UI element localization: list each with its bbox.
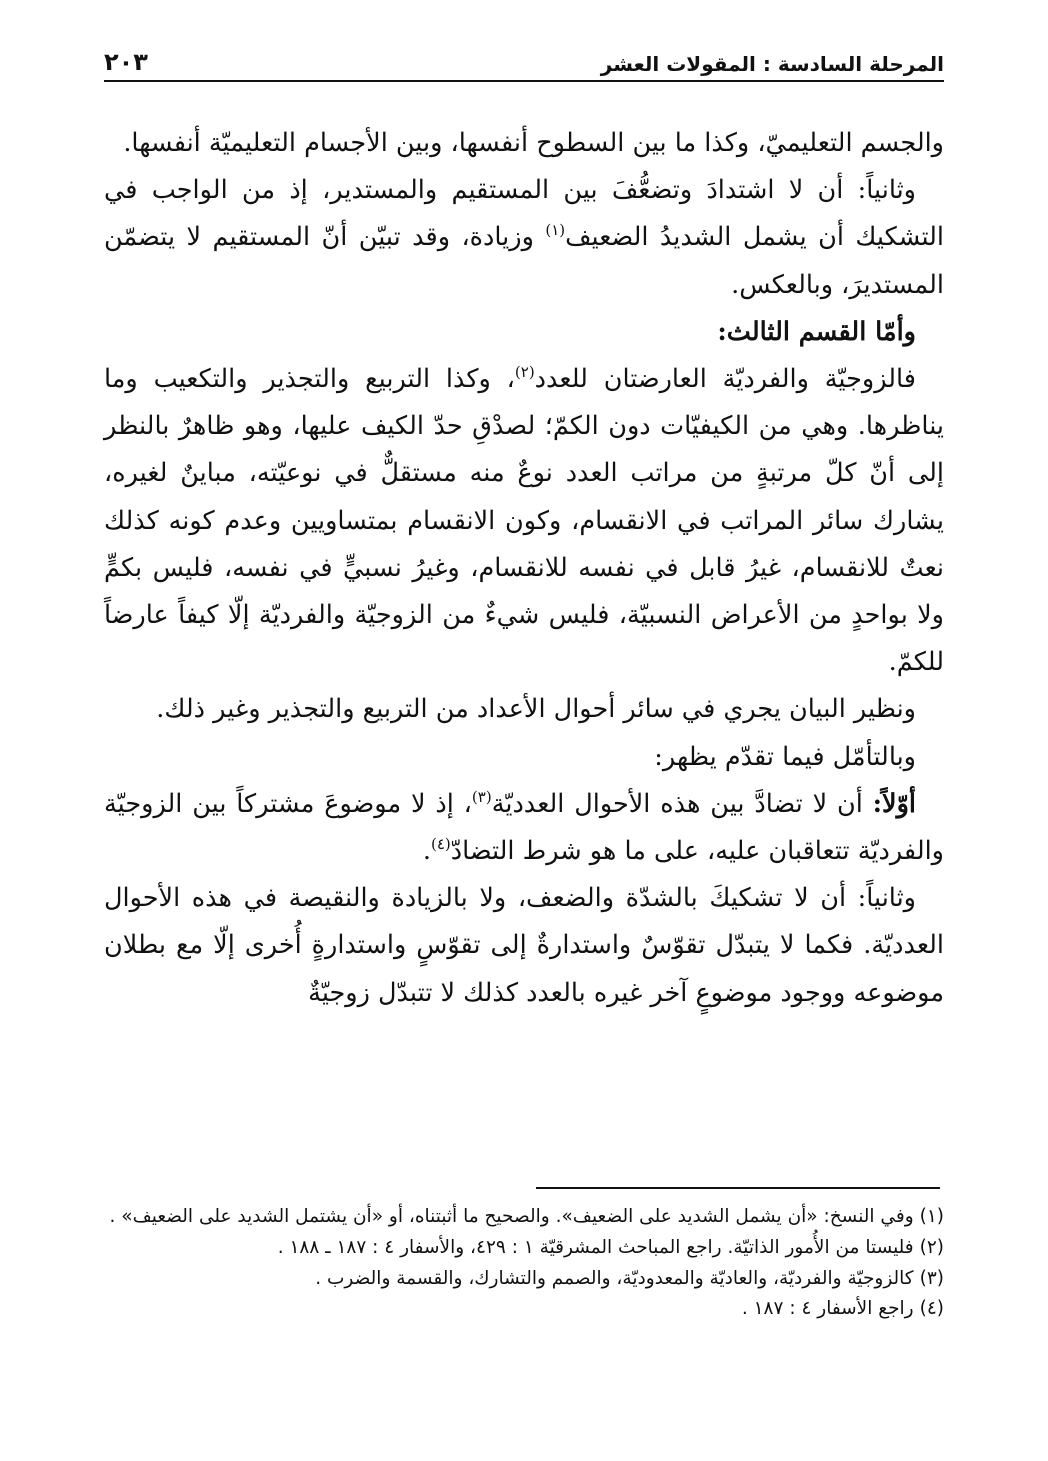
footnote-text: كالزوجيّة والفرديّة، والعاديّة والمعدوديّة، والصمم والتشارك، والقسمة والضرب .: [315, 1267, 914, 1289]
paragraph: [104, 120, 944, 167]
footnote: [104, 1264, 944, 1295]
paragraph-lead: أوّلاً:: [872, 788, 916, 819]
footnote-text: فليستا من الأُمور الذاتيّة. راجع المباحث المشرقيّة ١ : ٤٢٩، والأسفار ٤ : ١٨٧ ـ ١٨٨ .: [277, 1236, 914, 1258]
running-title: المرحلة السادسة : المقولات العشر: [600, 52, 944, 76]
footnote-ref[interactable]: (٤): [430, 835, 451, 854]
paragraph: [104, 781, 944, 875]
paragraph-text: فالزوجيّة والفرديّة العارضتان للعدد: [534, 364, 916, 395]
paragraph-text: وزيادة، وقد تبيّن أنّ المستقيم لا يتضمّن المستديرَ، وبالعكس.: [104, 222, 944, 300]
paragraph-text: ونظير البيان يجري في سائر أحوال الأعداد من التربيع والتجذير وغير ذلك.: [156, 694, 916, 725]
main-text: [104, 120, 944, 1017]
page-number: ٢٠٣: [104, 48, 148, 76]
paragraph: [104, 167, 944, 309]
paragraph-text: أن لا تضادَّ بين هذه الأحوال العدديّة: [491, 788, 873, 819]
paragraph: [104, 356, 944, 686]
footnote-number: (١): [919, 1206, 944, 1227]
paragraph-text: وثانياً: أن لا تشكيكَ بالشدّة والضعف، ولا بالزيادة والنقيصة في هذه الأحوال العدديّة. فكما لا يتبدّل تقوّسٌ واستدارةٌ إلى تقوّسٍ واستدارةٍ أُخرى إلّا مع بطلان موضوعه ووجود موضوعٍ آخر غيره بالعدد كذلك لا تتبدّل زوجيّةٌ: [104, 883, 944, 1008]
paragraph-text: ، وكذا التربيع والتجذير والتكعيب وما يناظرها. وهي من الكيفيّات دون الكمّ؛ لصدْقِ حدّ الكيف عليها، وهو ظاهرٌ بالنظر إلى أنّ كلّ مرتبةٍ من مراتب العدد نوعٌ منه مستقلٌّ في نوعيّته، مباينٌ لغيره، يشارك سائر المراتب في الانقسام، وكون الانقسام بمتساويين وعدم كونه كذلك نعتٌ للانقسام، غيرُ قابل في نفسه للانقسام، وغيرُ نسبيٍّ في نفسه، فليس بكمٍّ ولا بواحدٍ من الأعراض النسبيّة، فليس شيءٌ من الزوجيّة والفرديّة إلّا كيفاً عارضاً للكمّ.: [104, 364, 944, 678]
paragraph-text: وثانياً: أن لا اشتدادَ وتضعُّفَ بين المستقيم والمستدير، إذ من الواجب في التشكيك أن يشمل الشديدُ الضعيف: [104, 175, 944, 253]
footnote-separator: [536, 1187, 940, 1189]
paragraph: [104, 875, 944, 1017]
page-header: [104, 38, 944, 82]
footnote-text: وفي النسخ: «أن يشمل الشديد على الضعيف». والصحيح ما أثبتناه، أو «أن يشتمل الشديد على الضعيف» .: [109, 1206, 914, 1227]
section-heading: [104, 309, 944, 356]
footnotes: [104, 1202, 944, 1325]
paragraph: [104, 686, 944, 733]
footnote-ref[interactable]: (٢): [514, 363, 535, 382]
paragraph-text: وبالتأمّل فيما تقدّم يظهر:: [654, 741, 916, 772]
footnote-number: (٣): [919, 1267, 944, 1289]
footnote-ref[interactable]: (١): [545, 221, 566, 240]
paragraph-text: والجسم التعليميّ، وكذا ما بين السطوح أنفسها، وبين الأجسام التعليميّة أنفسها.: [123, 128, 944, 158]
footnote-number: (٤): [919, 1298, 944, 1320]
footnote: [104, 1294, 944, 1325]
paragraph-text: ، إذ لا موضوعَ مشتركاً بين الزوجيّة والفرديّة تتعاقبان عليه، على ما هو شرط التضادّ: [104, 788, 944, 867]
footnote: [104, 1202, 944, 1233]
footnote-text: راجع الأسفار ٤ : ١٨٧ .: [741, 1298, 914, 1320]
paragraph-text: .: [422, 836, 431, 867]
section-heading-text: وأمّا القسم الثالث:: [717, 316, 916, 347]
footnote-number: (٢): [919, 1236, 944, 1258]
footnote-ref[interactable]: (٣): [471, 787, 492, 806]
paragraph: [104, 734, 944, 781]
footnote: [104, 1233, 944, 1264]
